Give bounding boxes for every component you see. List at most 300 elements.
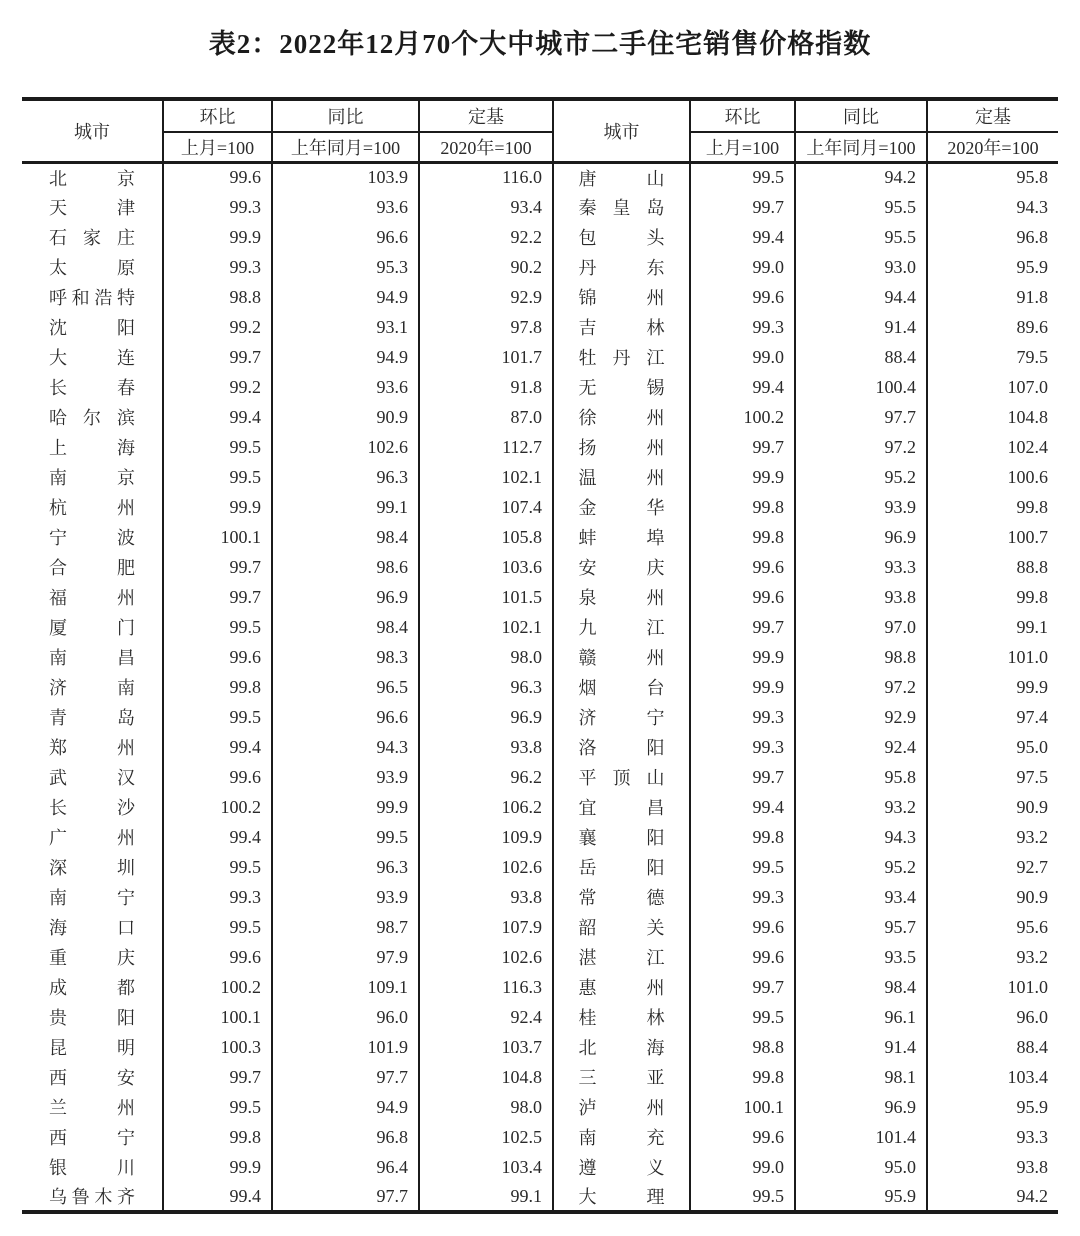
yoy-value: 96.3 — [272, 852, 419, 882]
fixed-base-value: 93.2 — [927, 942, 1058, 972]
city-cell — [22, 252, 163, 282]
header-mom-left: 环比 — [163, 99, 272, 132]
price-index-table — [22, 97, 1058, 1214]
city-name: 桂林 — [578, 1008, 665, 1028]
fixed-base-value: 90.9 — [927, 882, 1058, 912]
table-row — [22, 732, 1058, 762]
fixed-base-value: 103.4 — [419, 1152, 553, 1182]
city-cell — [22, 312, 163, 342]
yoy-value: 93.3 — [795, 552, 927, 582]
mom-value: 99.6 — [163, 762, 272, 792]
yoy-value: 96.6 — [272, 702, 419, 732]
city-name: 昆明 — [49, 1038, 135, 1058]
yoy-value: 88.4 — [795, 342, 927, 372]
fixed-base-value: 90.2 — [419, 252, 553, 282]
table-row — [22, 972, 1058, 1002]
yoy-value: 109.1 — [272, 972, 419, 1002]
fixed-base-value: 102.1 — [419, 612, 553, 642]
yoy-value: 92.4 — [795, 732, 927, 762]
yoy-value: 92.9 — [795, 702, 927, 732]
yoy-value: 97.9 — [272, 942, 419, 972]
city-name: 西安 — [49, 1068, 135, 1088]
fixed-base-value: 101.5 — [419, 582, 553, 612]
yoy-value: 97.7 — [272, 1182, 419, 1212]
yoy-value: 96.9 — [795, 1092, 927, 1122]
city-cell — [553, 672, 690, 702]
fixed-base-value: 116.0 — [419, 162, 553, 192]
fixed-base-value: 107.0 — [927, 372, 1058, 402]
city-cell — [22, 162, 163, 192]
fixed-base-value: 96.2 — [419, 762, 553, 792]
yoy-value: 94.3 — [795, 822, 927, 852]
city-name: 北海 — [578, 1038, 665, 1058]
mom-value: 99.5 — [690, 1182, 795, 1212]
yoy-value: 103.9 — [272, 162, 419, 192]
city-cell — [22, 552, 163, 582]
fixed-base-value: 112.7 — [419, 432, 553, 462]
yoy-value: 98.6 — [272, 552, 419, 582]
yoy-value: 93.0 — [795, 252, 927, 282]
city-cell — [553, 612, 690, 642]
city-name: 无锡 — [578, 378, 665, 398]
city-name: 合肥 — [49, 558, 135, 578]
fixed-base-value: 99.8 — [927, 492, 1058, 522]
yoy-value: 101.4 — [795, 1122, 927, 1152]
yoy-value: 97.2 — [795, 432, 927, 462]
table-row — [22, 792, 1058, 822]
yoy-value: 96.5 — [272, 672, 419, 702]
city-name: 湛江 — [578, 948, 665, 968]
city-cell — [553, 522, 690, 552]
yoy-value: 97.0 — [795, 612, 927, 642]
city-cell — [22, 942, 163, 972]
city-cell — [22, 762, 163, 792]
mom-value: 100.1 — [163, 522, 272, 552]
table-row — [22, 1092, 1058, 1122]
city-name: 重庆 — [49, 948, 135, 968]
yoy-value: 98.8 — [795, 642, 927, 672]
header-mom-base-left: 上月=100 — [163, 132, 272, 162]
city-cell — [553, 372, 690, 402]
city-name: 郑州 — [49, 738, 135, 758]
fixed-base-value: 93.8 — [927, 1152, 1058, 1182]
yoy-value: 90.9 — [272, 402, 419, 432]
city-name: 上海 — [49, 438, 135, 458]
city-name: 九江 — [578, 618, 665, 638]
city-cell — [22, 882, 163, 912]
city-cell — [22, 732, 163, 762]
fixed-base-value: 102.6 — [419, 942, 553, 972]
city-cell — [553, 822, 690, 852]
fixed-base-value: 79.5 — [927, 342, 1058, 372]
city-cell — [22, 462, 163, 492]
city-cell — [22, 702, 163, 732]
city-name: 南宁 — [49, 888, 135, 908]
header-fixed-base-left: 2020年=100 — [419, 132, 553, 162]
city-name: 南京 — [49, 468, 135, 488]
header-city-right: 城市 — [553, 99, 690, 162]
yoy-value: 96.6 — [272, 222, 419, 252]
city-name: 南充 — [578, 1128, 665, 1148]
fixed-base-value: 104.8 — [419, 1062, 553, 1092]
city-name: 长春 — [49, 378, 135, 398]
header-city-left: 城市 — [74, 121, 110, 142]
header-mom-right: 环比 — [690, 99, 795, 132]
mom-value: 99.7 — [163, 1062, 272, 1092]
city-cell — [553, 972, 690, 1002]
city-name: 武汉 — [49, 768, 135, 788]
yoy-value: 93.2 — [795, 792, 927, 822]
yoy-value: 99.5 — [272, 822, 419, 852]
city-name: 天津 — [49, 198, 135, 218]
yoy-value: 96.8 — [272, 1122, 419, 1152]
yoy-value: 93.9 — [272, 762, 419, 792]
mom-value: 99.4 — [163, 822, 272, 852]
city-name: 南昌 — [49, 648, 135, 668]
table-row — [22, 672, 1058, 702]
mom-value: 99.5 — [163, 1092, 272, 1122]
fixed-base-value: 96.3 — [419, 672, 553, 702]
fixed-base-value: 88.4 — [927, 1032, 1058, 1062]
city-name: 贵阳 — [49, 1008, 135, 1028]
fixed-base-value: 93.8 — [419, 732, 553, 762]
city-cell — [553, 282, 690, 312]
mom-value: 99.2 — [163, 372, 272, 402]
yoy-value: 98.3 — [272, 642, 419, 672]
city-cell — [553, 342, 690, 372]
fixed-base-value: 96.8 — [927, 222, 1058, 252]
mom-value: 99.9 — [163, 222, 272, 252]
mom-value: 99.4 — [690, 222, 795, 252]
city-name: 常德 — [578, 888, 665, 908]
city-cell — [553, 702, 690, 732]
city-cell — [553, 462, 690, 492]
city-name: 温州 — [578, 468, 665, 488]
city-name: 韶关 — [578, 918, 665, 938]
mom-value: 99.7 — [690, 762, 795, 792]
mom-value: 99.9 — [690, 462, 795, 492]
header-yoy-base-right: 上年同月=100 — [795, 132, 927, 162]
fixed-base-value: 105.8 — [419, 522, 553, 552]
yoy-value: 94.9 — [272, 342, 419, 372]
city-name: 青岛 — [49, 708, 135, 728]
table-row — [22, 462, 1058, 492]
fixed-base-value: 98.0 — [419, 642, 553, 672]
mom-value: 98.8 — [690, 1032, 795, 1062]
mom-value: 100.2 — [163, 792, 272, 822]
table-row — [22, 1032, 1058, 1062]
city-cell — [553, 252, 690, 282]
mom-value: 99.8 — [690, 492, 795, 522]
mom-value: 99.4 — [163, 732, 272, 762]
city-cell — [553, 792, 690, 822]
city-name: 兰州 — [49, 1098, 135, 1118]
city-name: 福州 — [49, 588, 135, 608]
yoy-value: 94.2 — [795, 162, 927, 192]
city-name: 包头 — [578, 228, 665, 248]
city-name: 太原 — [49, 258, 135, 278]
fixed-base-value: 87.0 — [419, 402, 553, 432]
city-name: 泸州 — [578, 1098, 665, 1118]
table-row — [22, 1002, 1058, 1032]
city-name: 宁波 — [49, 528, 135, 548]
yoy-value: 93.8 — [795, 582, 927, 612]
mom-value: 99.6 — [163, 942, 272, 972]
mom-value: 100.1 — [690, 1092, 795, 1122]
city-name: 蚌埠 — [578, 528, 665, 548]
yoy-value: 93.6 — [272, 372, 419, 402]
city-cell — [553, 852, 690, 882]
fixed-base-value: 103.6 — [419, 552, 553, 582]
table-row — [22, 852, 1058, 882]
table-row — [22, 1062, 1058, 1092]
table-row — [22, 942, 1058, 972]
mom-value: 98.8 — [163, 282, 272, 312]
yoy-value: 94.9 — [272, 282, 419, 312]
header-yoy-base-left: 上年同月=100 — [272, 132, 419, 162]
mom-value: 99.3 — [690, 882, 795, 912]
fixed-base-value: 98.0 — [419, 1092, 553, 1122]
mom-value: 99.8 — [690, 1062, 795, 1092]
city-cell — [553, 1062, 690, 1092]
mom-value: 99.6 — [163, 642, 272, 672]
yoy-value: 94.3 — [272, 732, 419, 762]
yoy-value: 91.4 — [795, 1032, 927, 1062]
mom-value: 99.5 — [690, 852, 795, 882]
yoy-value: 97.2 — [795, 672, 927, 702]
fixed-base-value: 95.6 — [927, 912, 1058, 942]
city-cell — [553, 1002, 690, 1032]
fixed-base-value: 94.2 — [927, 1182, 1058, 1212]
table-row — [22, 282, 1058, 312]
table-row — [22, 762, 1058, 792]
fixed-base-value: 99.1 — [927, 612, 1058, 642]
city-name: 锦州 — [578, 288, 665, 308]
mom-value: 100.1 — [163, 1002, 272, 1032]
mom-value: 99.9 — [690, 672, 795, 702]
city-name: 丹东 — [578, 258, 665, 278]
table-title: 表2：2022年12月70个大中城市二手住宅销售价格指数 — [208, 29, 872, 59]
mom-value: 99.4 — [163, 1182, 272, 1212]
city-cell — [22, 1152, 163, 1182]
mom-value: 99.2 — [163, 312, 272, 342]
city-cell — [553, 312, 690, 342]
yoy-value: 93.9 — [272, 882, 419, 912]
mom-value: 99.8 — [163, 1122, 272, 1152]
mom-value: 99.6 — [690, 582, 795, 612]
table-row — [22, 402, 1058, 432]
yoy-value: 94.4 — [795, 282, 927, 312]
city-name: 成都 — [49, 978, 135, 998]
city-name: 哈尔滨 — [49, 408, 135, 428]
table-row — [22, 192, 1058, 222]
city-name: 惠州 — [578, 978, 665, 998]
fixed-base-value: 91.8 — [419, 372, 553, 402]
city-cell — [553, 762, 690, 792]
city-name: 金华 — [578, 498, 665, 518]
city-name: 吉林 — [578, 318, 665, 338]
fixed-base-value: 93.2 — [927, 822, 1058, 852]
header-row-bases — [22, 132, 1058, 162]
yoy-value: 95.3 — [272, 252, 419, 282]
city-name: 银川 — [49, 1158, 135, 1178]
table-row — [22, 252, 1058, 282]
fixed-base-value: 95.9 — [927, 1092, 1058, 1122]
city-cell — [22, 1032, 163, 1062]
table-row — [22, 582, 1058, 612]
city-cell — [22, 372, 163, 402]
city-cell — [22, 1002, 163, 1032]
yoy-value: 93.4 — [795, 882, 927, 912]
fixed-base-value: 92.4 — [419, 1002, 553, 1032]
fixed-base-value: 92.2 — [419, 222, 553, 252]
table-row — [22, 642, 1058, 672]
mom-value: 99.7 — [690, 612, 795, 642]
yoy-value: 98.4 — [795, 972, 927, 1002]
fixed-base-value: 97.8 — [419, 312, 553, 342]
table-row — [22, 912, 1058, 942]
mom-value: 99.7 — [690, 972, 795, 1002]
yoy-value: 95.2 — [795, 852, 927, 882]
mom-value: 99.8 — [163, 672, 272, 702]
yoy-value: 98.4 — [272, 522, 419, 552]
yoy-value: 100.4 — [795, 372, 927, 402]
table-row — [22, 882, 1058, 912]
city-cell — [22, 612, 163, 642]
fixed-base-value: 90.9 — [927, 792, 1058, 822]
mom-value: 99.3 — [690, 702, 795, 732]
city-cell — [553, 222, 690, 252]
yoy-value: 95.5 — [795, 192, 927, 222]
city-name: 大理 — [578, 1187, 665, 1207]
city-cell — [553, 1032, 690, 1062]
yoy-value: 96.9 — [795, 522, 927, 552]
mom-value: 99.6 — [690, 1122, 795, 1152]
yoy-value: 97.7 — [795, 402, 927, 432]
mom-value: 99.5 — [163, 612, 272, 642]
yoy-value: 102.6 — [272, 432, 419, 462]
city-name: 徐州 — [578, 408, 665, 428]
mom-value: 100.2 — [163, 972, 272, 1002]
city-cell — [22, 222, 163, 252]
fixed-base-value: 101.7 — [419, 342, 553, 372]
mom-value: 99.7 — [163, 552, 272, 582]
table-row — [22, 432, 1058, 462]
mom-value: 99.8 — [690, 522, 795, 552]
fixed-base-value: 103.4 — [927, 1062, 1058, 1092]
city-name: 洛阳 — [578, 738, 665, 758]
mom-value: 99.7 — [690, 432, 795, 462]
table-row — [22, 492, 1058, 522]
fixed-base-value: 99.9 — [927, 672, 1058, 702]
fixed-base-value: 96.9 — [419, 702, 553, 732]
fixed-base-value: 100.7 — [927, 522, 1058, 552]
city-cell — [553, 642, 690, 672]
fixed-base-value: 96.0 — [927, 1002, 1058, 1032]
city-cell — [22, 402, 163, 432]
table-body — [22, 162, 1058, 1212]
mom-value: 99.4 — [163, 402, 272, 432]
yoy-value: 96.9 — [272, 582, 419, 612]
table-row — [22, 312, 1058, 342]
mom-value: 99.3 — [163, 192, 272, 222]
city-name: 厦门 — [49, 618, 135, 638]
yoy-value: 99.9 — [272, 792, 419, 822]
table-row — [22, 372, 1058, 402]
yoy-value: 101.9 — [272, 1032, 419, 1062]
yoy-value: 95.8 — [795, 762, 927, 792]
mom-value: 99.3 — [690, 312, 795, 342]
mom-value: 99.6 — [690, 942, 795, 972]
city-name: 三亚 — [578, 1068, 665, 1088]
city-name: 泉州 — [578, 588, 665, 608]
yoy-value: 99.1 — [272, 492, 419, 522]
city-cell — [22, 642, 163, 672]
city-name: 牡丹江 — [578, 348, 665, 368]
city-cell — [553, 912, 690, 942]
city-name: 长沙 — [49, 798, 135, 818]
yoy-value: 97.7 — [272, 1062, 419, 1092]
fixed-base-value: 92.7 — [927, 852, 1058, 882]
fixed-base-value: 91.8 — [927, 282, 1058, 312]
yoy-value: 95.7 — [795, 912, 927, 942]
city-cell — [553, 732, 690, 762]
fixed-base-value: 95.9 — [927, 252, 1058, 282]
city-cell — [553, 162, 690, 192]
fixed-base-value: 102.5 — [419, 1122, 553, 1152]
header-fixed-right: 定基 — [927, 99, 1058, 132]
city-cell — [22, 192, 163, 222]
fixed-base-value: 95.8 — [927, 162, 1058, 192]
city-name: 平顶山 — [578, 768, 665, 788]
yoy-value: 95.9 — [795, 1182, 927, 1212]
fixed-base-value: 103.7 — [419, 1032, 553, 1062]
yoy-value: 98.7 — [272, 912, 419, 942]
fixed-base-value: 102.1 — [419, 462, 553, 492]
mom-value: 100.2 — [690, 402, 795, 432]
fixed-base-value: 99.8 — [927, 582, 1058, 612]
city-name: 宜昌 — [578, 798, 665, 818]
city-name: 秦皇岛 — [578, 198, 665, 218]
mom-value: 99.3 — [163, 252, 272, 282]
mom-value: 99.5 — [163, 432, 272, 462]
mom-value: 99.4 — [690, 792, 795, 822]
yoy-value: 96.3 — [272, 462, 419, 492]
city-name: 襄阳 — [578, 828, 665, 848]
city-name: 遵义 — [578, 1158, 665, 1178]
fixed-base-value: 101.0 — [927, 642, 1058, 672]
table-row — [22, 1122, 1058, 1152]
fixed-base-value: 93.3 — [927, 1122, 1058, 1152]
table-row — [22, 822, 1058, 852]
mom-value: 99.9 — [163, 492, 272, 522]
city-name: 西宁 — [49, 1128, 135, 1148]
mom-value: 99.6 — [690, 282, 795, 312]
fixed-base-value: 106.2 — [419, 792, 553, 822]
mom-value: 99.0 — [690, 342, 795, 372]
city-name: 安庆 — [578, 558, 665, 578]
city-cell — [553, 492, 690, 522]
yoy-value: 93.5 — [795, 942, 927, 972]
header-fixed-left: 定基 — [419, 99, 553, 132]
city-cell — [22, 822, 163, 852]
yoy-value: 95.0 — [795, 1152, 927, 1182]
table-row — [22, 162, 1058, 192]
city-cell — [553, 1122, 690, 1152]
fixed-base-value: 97.4 — [927, 702, 1058, 732]
yoy-value: 94.9 — [272, 1092, 419, 1122]
fixed-base-value: 93.8 — [419, 882, 553, 912]
